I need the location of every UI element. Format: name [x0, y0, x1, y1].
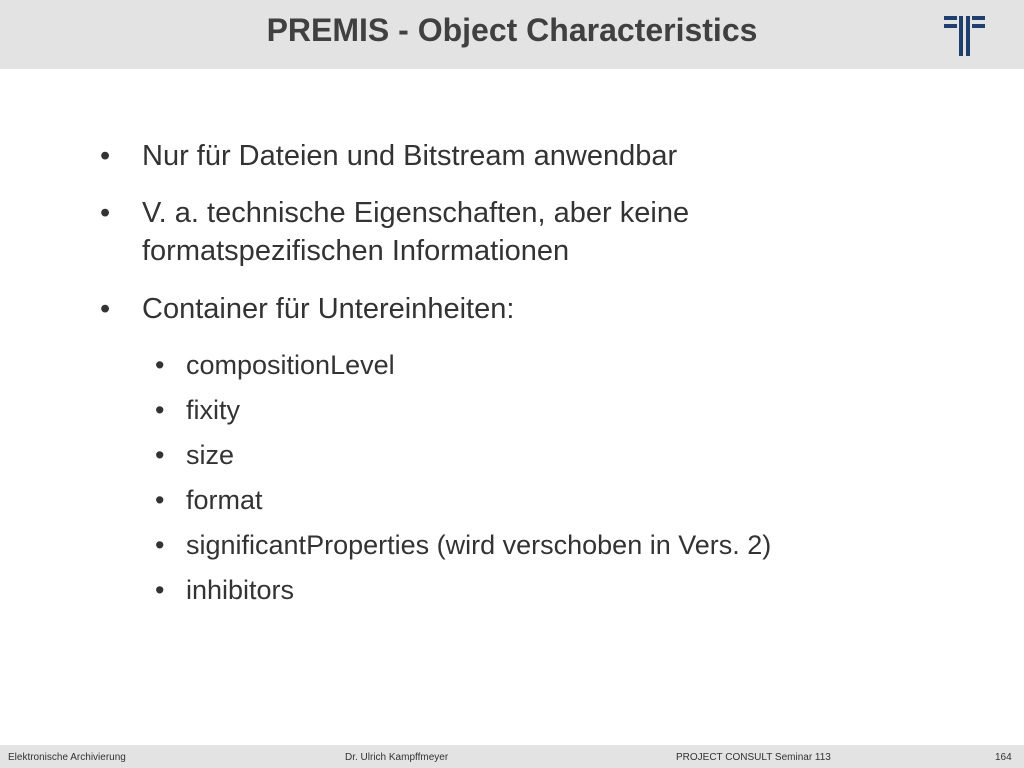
sub-bullet-text: fixity: [186, 395, 240, 425]
footer-page-number: 164: [995, 752, 1012, 763]
slide-title: PREMIS - Object Characteristics: [266, 12, 758, 48]
slide-footer: [0, 745, 1024, 768]
sub-bullet-text: size: [186, 440, 235, 470]
bullet-text: Nur für Dateien und Bitstream anwendbar: [142, 140, 678, 172]
sub-bullet-glyph: •: [155, 395, 165, 425]
bullet-text-continued: formatspezifischen Informationen: [142, 235, 570, 267]
sub-bullet-glyph: •: [155, 530, 165, 560]
footer-course-name: Elektronische Archivierung: [8, 752, 126, 763]
bullet-glyph: •: [100, 293, 111, 325]
sub-bullet-text: format: [186, 485, 263, 515]
footer-seminar: PROJECT CONSULT Seminar 113: [676, 752, 831, 763]
bullet-glyph: •: [100, 140, 111, 172]
sub-bullet-glyph: •: [155, 485, 165, 515]
sub-bullet-text: inhibitors: [186, 575, 295, 605]
sub-bullet-glyph: •: [155, 575, 165, 605]
sub-bullet-glyph: •: [155, 350, 165, 380]
sub-bullet-text: compositionLevel: [186, 350, 395, 380]
footer-author: Dr. Ulrich Kampffmeyer: [345, 752, 449, 763]
bullet-text: Container für Untereinheiten:: [142, 293, 515, 325]
bullet-text: V. a. technische Eigenschaften, aber keine: [142, 197, 690, 229]
sub-bullet-glyph: •: [155, 440, 165, 470]
bullet-glyph: •: [100, 197, 111, 229]
sub-bullet-text: significantProperties (wird verschoben in Vers. 2): [186, 530, 772, 560]
